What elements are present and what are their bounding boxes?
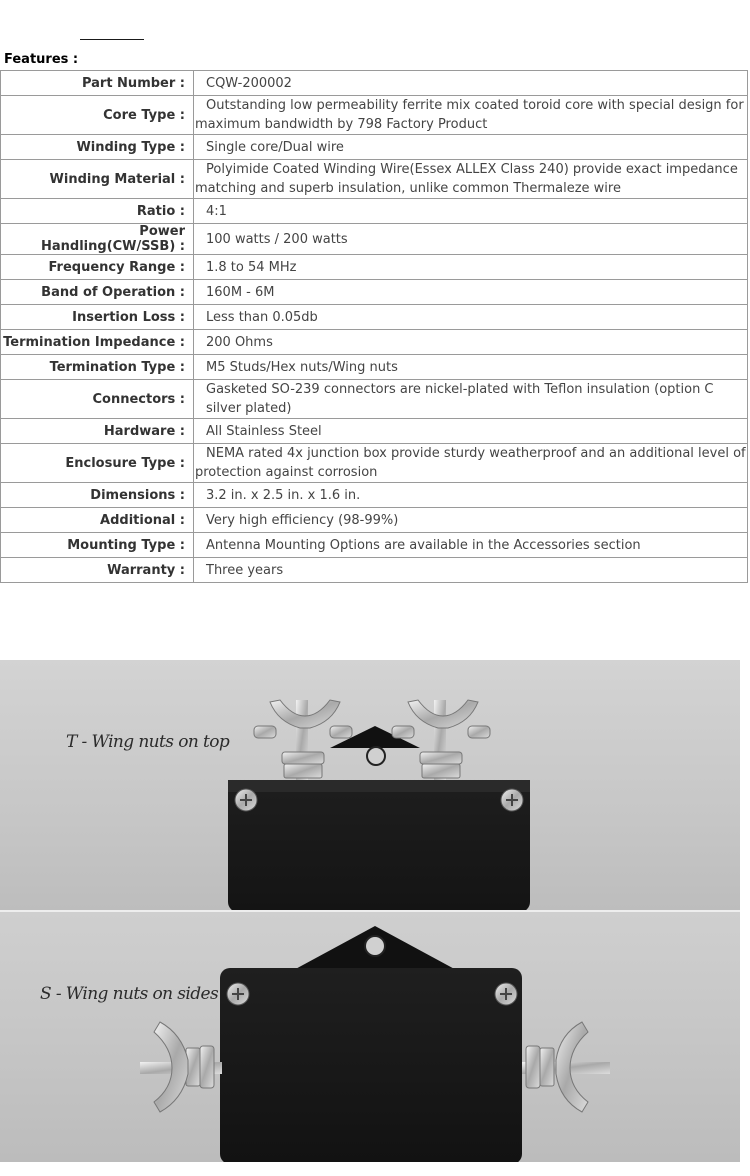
top-photo-caption: T - Wing nuts on top [66,732,230,752]
spec-label: Part Number : [1,71,194,96]
features-heading: Features : [4,52,79,67]
spec-label: Ratio : [1,199,194,224]
spec-value: Antenna Mounting Options are available in the Accessories section [194,533,748,558]
spec-label: Warranty : [1,558,194,583]
spec-label: Insertion Loss : [1,305,194,330]
spec-row-ratio [1,199,748,224]
spec-row-insertion-loss [1,305,748,330]
spec-row-core-type [1,96,748,135]
spec-row-warranty [1,558,748,583]
spec-label: Mounting Type : [1,533,194,558]
spec-row-dimensions [1,483,748,508]
balun-box-sides-illustration [0,912,740,1162]
spec-value: Three years [194,558,748,583]
spec-row-termination-impedance [1,330,748,355]
spec-label: Termination Impedance : [1,330,194,355]
spec-label: Enclosure Type : [1,444,194,483]
spec-label: Band of Operation : [1,280,194,305]
spec-row-power-handling [1,224,748,255]
spec-label: Connectors : [1,380,194,419]
spec-row-additional [1,508,748,533]
spec-value: 200 Ohms [194,330,748,355]
spec-value: 160M - 6M [194,280,748,305]
top-divider-line [80,39,144,40]
spec-value: CQW-200002 [194,71,748,96]
spec-row-part-number [1,71,748,96]
specs-table [0,70,748,583]
spec-value: Outstanding low permeability ferrite mix coated toroid core with special design for maximum bandwidth by 798 Factory Product [194,96,748,135]
spec-value: Polyimide Coated Winding Wire(Essex ALLEX Class 240) provide exact impedance matching and superb insulation, unlike common Thermaleze wire [194,160,748,199]
spec-value: 4:1 [194,199,748,224]
spec-row-termination-type [1,355,748,380]
spec-label: Additional : [1,508,194,533]
spec-value: Very high efficiency (98-99%) [194,508,748,533]
spec-label: Core Type : [1,96,194,135]
spec-label: Termination Type : [1,355,194,380]
spec-label: Dimensions : [1,483,194,508]
spec-label: Frequency Range : [1,255,194,280]
spec-value: Single core/Dual wire [194,135,748,160]
spec-value: Less than 0.05db [194,305,748,330]
balun-box-top-illustration [0,660,740,910]
spec-row-winding-type [1,135,748,160]
spec-label: Winding Material : [1,160,194,199]
spec-row-hardware [1,419,748,444]
product-photo-wing-nuts-sides [0,912,740,1162]
spec-value: 1.8 to 54 MHz [194,255,748,280]
spec-value: 3.2 in. x 2.5 in. x 1.6 in. [194,483,748,508]
spec-value: NEMA rated 4x junction box provide sturdy weatherproof and an additional level of protection against corrosion [194,444,748,483]
spec-label: Hardware : [1,419,194,444]
spec-row-band-of-operation [1,280,748,305]
spec-label: Power Handling(CW/SSB) : [1,224,194,255]
spec-row-mounting-type [1,533,748,558]
spec-row-frequency-range [1,255,748,280]
bottom-photo-caption: S - Wing nuts on sides [40,984,219,1004]
spec-row-enclosure-type [1,444,748,483]
spec-value: Gasketed SO-239 connectors are nickel-plated with Teflon insulation (option C silver plated) [194,380,748,419]
spec-row-connectors [1,380,748,419]
spec-value: All Stainless Steel [194,419,748,444]
spec-row-winding-material [1,160,748,199]
product-photo-wing-nuts-top [0,660,740,910]
spec-label: Winding Type : [1,135,194,160]
spec-value: M5 Studs/Hex nuts/Wing nuts [194,355,748,380]
spec-value: 100 watts / 200 watts [194,224,748,255]
